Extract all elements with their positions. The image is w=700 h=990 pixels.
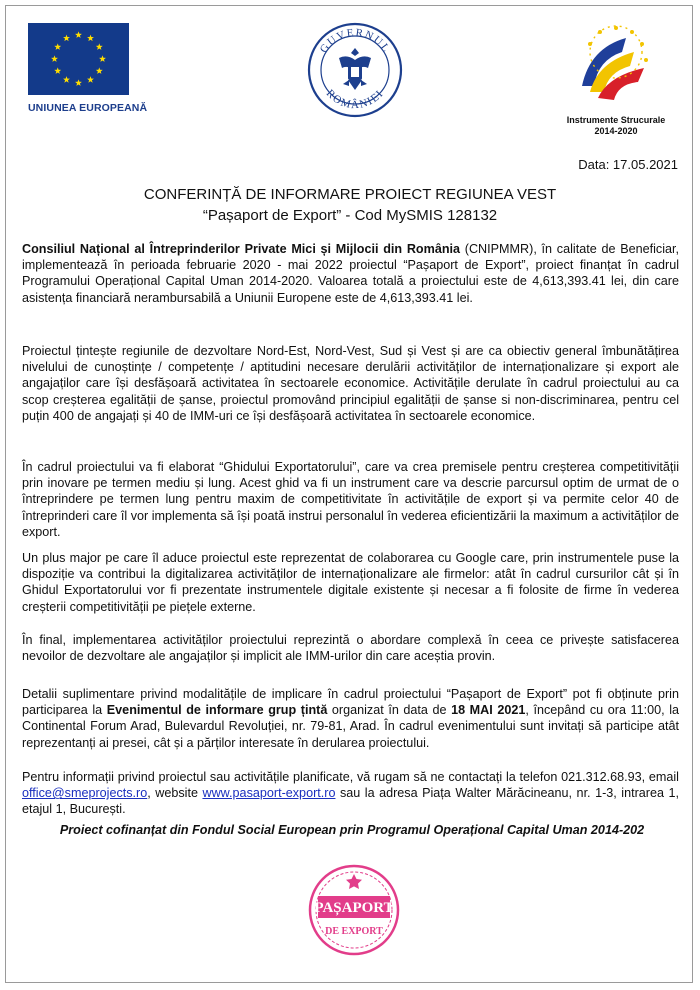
government-seal <box>307 22 403 118</box>
paragraph-5-text: În final, implementarea activităților proiectului reprezintă o abordare complexă în ceea ce privește satisfacerea nevoilor de dezvoltare ale angajaților și implicit ale IMM-urilor din care aceștia provin. <box>22 633 679 664</box>
paragraph-6-text-c: organizat în data de <box>327 703 452 718</box>
paragraph-3 <box>22 459 679 540</box>
paragraph-7 <box>22 769 679 818</box>
structural-instruments-icon <box>568 22 664 110</box>
email-link[interactable]: office@smeprojects.ro <box>22 786 148 801</box>
eu-logo <box>28 23 148 116</box>
paragraph-3-text: În cadrul proiectului va fi elaborat “Ghidului Exportatorului”, care va crea premisele pentru creșterea competitivității prin inovare pe termen mediu și lung. Acest ghid va fi un instrument care va descrie parcursul optim de urmat de o întreprindere pe termen lung pentru maxim de competitivitate în activitățile de export și va permite celor 40 de întreprinderi care îl vor implementa să își poată instrui personalul în vederea eficientizării la maximum a activităților de export. <box>22 460 679 539</box>
paragraph-6-text-a: Detalii suplimentare privind modalitățile de implicare în cadrul proiectului “Pașaport de Export” pot fi obținute prin participarea la <box>22 687 679 718</box>
structural-instruments-logo <box>556 22 676 142</box>
document-date: Data: 17.05.2021 <box>578 157 678 172</box>
cofinancing-note: Proiect cofinanțat din Fondul Social European prin Programul Operațional Capital Uman 2014-202 <box>59 823 645 837</box>
is-caption-line1: Instrumente Strucurale <box>566 115 666 125</box>
event-date: 18 MAI 2021 <box>451 703 526 718</box>
document-title-line1: CONFERINȚĂ DE INFORMARE PROIECT REGIUNEA VEST <box>143 186 557 203</box>
pasaport-export-stamp <box>308 864 400 956</box>
paragraph-2-text: Proiectul țintește regiunile de dezvoltare Nord-Est, Nord-Vest, Sud și Vest și are ca obiectiv general îmbunătățirea nivelului de cunoștințe / competențe / aptitudini necesare derulării activităților de internaționalizare și export ale angajaților care își desfășoară activitatea în sectoarele economice. Activitățile derulate în cadrul proiectului au ca scop creșterea egalității de șanse, proiectul promovând principiul egalității de șanse si non-discriminarea, pentru cel puțin 400 de angajați și 40 de IMM-uri ce își desfășoară activitatea în sectoarele economice. <box>22 344 679 423</box>
website-link[interactable]: www.pasaport-export.ro <box>202 786 336 801</box>
event-name: Evenimentul de informare grup țintă <box>106 703 328 718</box>
svg-text:ROMÂNIEI: ROMÂNIEI <box>323 87 387 112</box>
is-caption-line2: 2014-2020 <box>594 126 638 136</box>
paragraph-6 <box>22 686 679 751</box>
paragraph-7-text-a: Pentru informații privind proiectul sau activitățile planificate, vă rugam să ne contactați la telefon 021.312.68.93, email <box>22 770 679 784</box>
paragraph-4 <box>22 550 679 615</box>
paragraph-7-text-b: , website <box>147 786 203 801</box>
paragraph-2 <box>22 343 679 424</box>
paragraph-5 <box>22 632 679 664</box>
government-seal-icon <box>307 22 403 118</box>
beneficiary-name: Consiliul Național al Întreprinderilor Private Mici și Mijlocii din România <box>22 242 461 256</box>
eu-flag-icon <box>28 23 129 95</box>
pasaport-stamp-icon <box>308 864 400 956</box>
paragraph-6-text-e: , începând cu ora 11:00, la Continental Forum Arad, Bulevardul Revoluției, nr. 79-81, Arad. În cadrul evenimentului sunt invitați să participe atât reprezentanți ai presei, cât și a părților interesate în derularea proiectului. <box>22 703 679 750</box>
document-title-line2: “Pașaport de Export” - Cod MySMIS 128132 <box>202 207 498 224</box>
svg-text:GUVERNUL: GUVERNUL <box>317 26 393 56</box>
paragraph-4-text: Un plus major pe care îl aduce proiectul este reprezentat de colaborarea cu Google care, prin instrumentele puse la dispoziție va contribui la digitalizarea activităților de internaționalizare ale firmelor: atât în cadrul cursurilor cât și în Ghidul Exportatorului vor fi prezentate instrumentele digitale existente și necesar a fi folosite de firme în vederea creșterii competitivității pe piețele externe. <box>22 551 679 614</box>
stamp-title: PAȘAPORT <box>314 900 394 916</box>
eu-caption: UNIUNEA EUROPEANĂ <box>28 102 148 114</box>
stamp-subtitle: DE EXPORT <box>325 926 383 937</box>
paragraph-1 <box>22 241 679 306</box>
paragraph-7-text-c: sau la adresa Piața Walter Mărăcineanu, nr. 1-3, intrarea 1, etajul 1, București. <box>22 786 679 817</box>
paragraph-1-text: (CNIPMMR), în calitate de Beneficiar, implementează în perioada februarie 2020 - mai 2022 proiectul “Pașaport de Export”, proiect finanțat în cadrul Programului Operațional Capital Uman 2014-2020. Valoarea totală a proiectului este de 4,613,393.41 lei, din care asistența financiară nerambursabilă a Uniunii Europene este de 4,613,393.41 lei. <box>22 242 679 305</box>
